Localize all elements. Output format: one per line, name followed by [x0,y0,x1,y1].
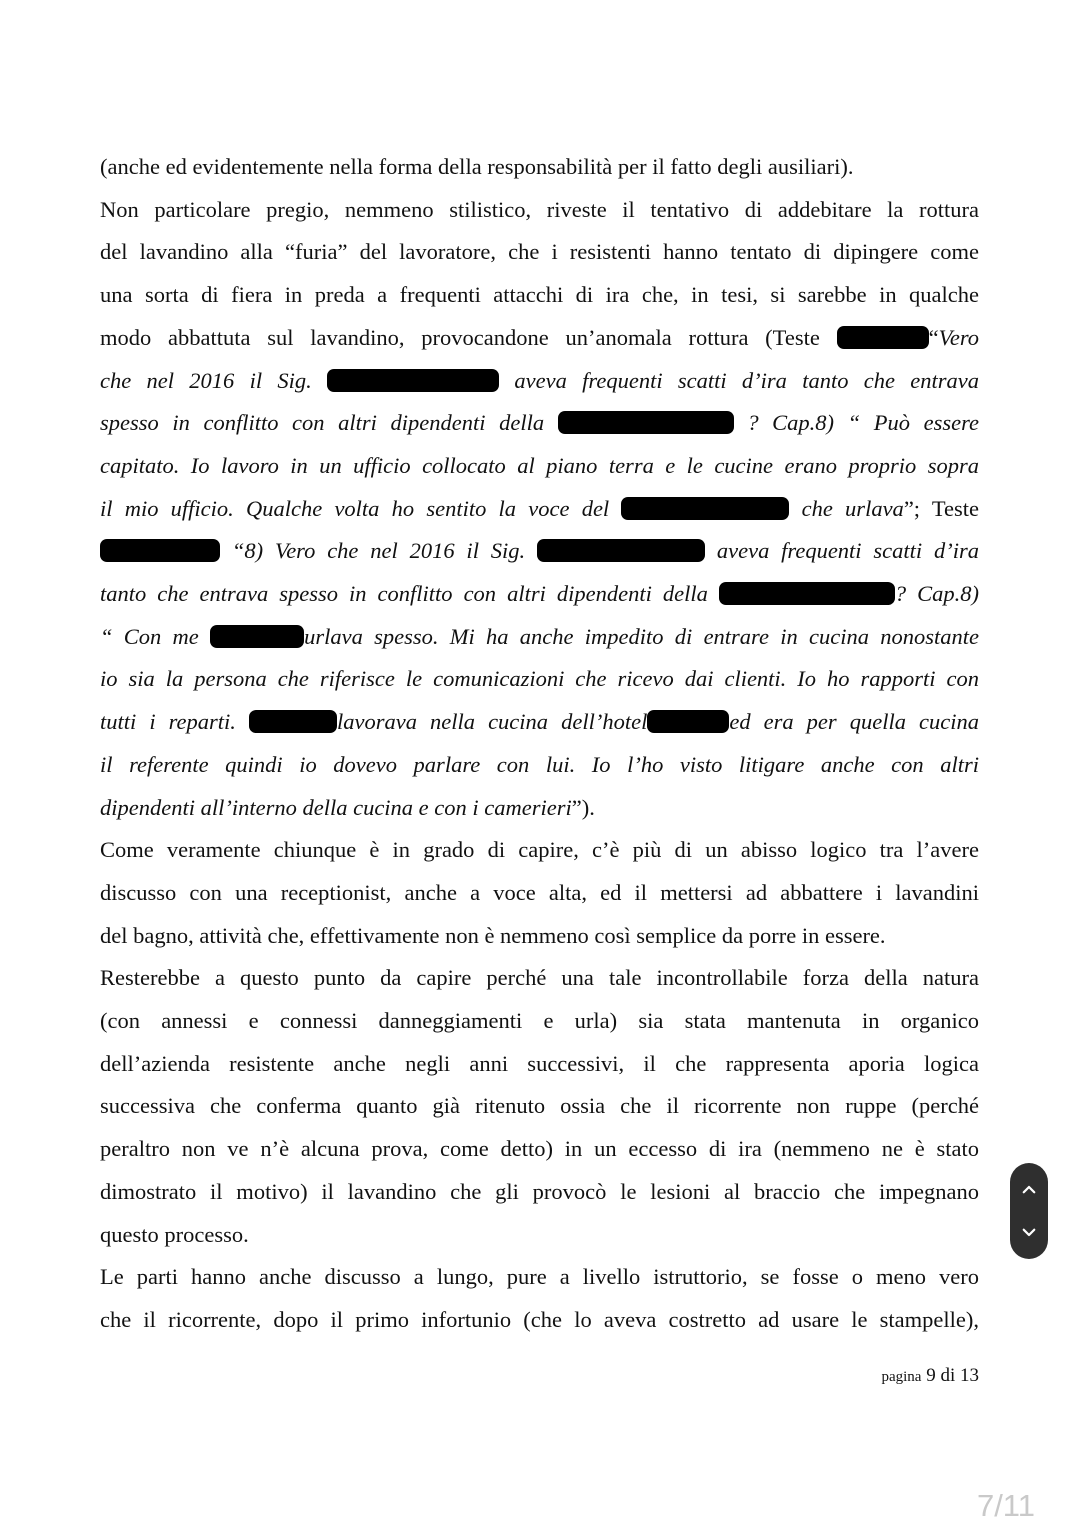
quote-open: “ [928,324,939,350]
quote-text: il referente quindi io dovevo parlare con lui. Io l’ho visto litigare anche con altri [100,751,979,777]
quote-text: aveva frequenti scatti d’ira [716,538,979,564]
text-line [100,744,979,787]
text-line: del lavandino alla “furia” del lavoratore, che i resistenti hanno tentato di dipingere come [100,239,979,265]
quote-text: che nel 2016 il Sig. [100,367,312,393]
redaction-bar [210,625,304,648]
text-line: successiva che conferma quanto già ritenuto ossia che il ricorrente non ruppe (perché [100,1093,979,1119]
page-navigation [1010,1163,1048,1259]
line-text: ”). [571,794,595,820]
text-line [100,317,979,360]
text-line [100,402,979,445]
text-line: questo processo. [100,1221,249,1247]
quote-text: spesso in conflitto con altri dipendenti della [100,410,545,436]
quote-text: ? Cap.8) [747,410,835,436]
text-line [100,787,979,830]
text-line [100,701,979,744]
quote-text: dipendenti all’interno della cucina e con i camerieri [100,794,572,820]
quote-text: urlava spesso. Mi ha anche impedito di entrare in cucina nonostante [304,623,980,649]
text-line [100,488,979,531]
text-line: Come veramente chiunque è in grado di capire, c’è più di un abisso logico tra l’avere [100,837,979,863]
text-line [100,616,979,659]
text-line: (con annessi e connessi danneggiamenti e urla) sia stata mantenuta in organico [100,1008,979,1034]
quote-text: aveva frequenti scatti d’ira tanto che entrava [514,367,980,393]
text-line: del bagno, attività che, effettivamente non è nemmeno così semplice da porre in essere. [100,922,886,948]
text-line: Le parti hanno anche discusso a lungo, pure a livello istruttorio, se fosse o meno vero [100,1264,979,1290]
text-line: dimostrato il motivo) il lavandino che gli provocò le lesioni al braccio che impegnano [100,1178,979,1204]
quote-text: capitato. Io lavoro in un ufficio collocato al piano terra e le cucine erano proprio sopra [100,452,979,478]
text-line: dell’azienda resistente anche negli anni successivi, il che rappresenta aporia logica [100,1050,979,1076]
text-line: discusso con una receptionist, anche a voce alta, ed il mettersi ad abbattere i lavandini [100,879,979,905]
redaction-bar [249,710,337,733]
redaction-bar [837,326,929,349]
document-body [100,146,979,1342]
text-line: (anche ed evidentemente nella forma della responsabilità per il fatto degli ausiliari). [100,154,854,179]
quote-text: Vero [938,324,979,350]
line-text: ”; Teste [903,495,980,521]
redaction-bar [719,582,895,605]
text-line [100,658,979,701]
text-line [100,445,979,488]
page-number [881,1364,979,1389]
quote-text: lavorava nella cucina dell’hotel [336,709,648,735]
text-line: peraltro non ve n’è alcuna prova, come detto) in un eccesso di ira (nemmeno ne è stato [100,1136,979,1162]
quote-text: “8) Vero che nel 2016 il Sig. [231,538,526,564]
previous-page-button[interactable] [1014,1175,1044,1205]
page-current: 9 [926,1365,936,1386]
image-counter: 7/11 [976,1488,1035,1523]
quote-text: “ Può essere [847,410,980,436]
quote-text: il mio ufficio. Qualche volta ho sentito la voce del [100,495,610,521]
quote-text: tutti i reparti. [100,709,236,735]
redaction-bar [537,539,705,562]
redaction-bar [647,710,729,733]
chevron-up-icon [1020,1181,1038,1199]
text-line: Non particolare pregio, nemmeno stilistico, riveste il tentativo di addebitare la rottura [100,196,979,222]
redaction-bar [621,497,789,520]
quote-text: io sia la persona che riferisce le comunicazioni che ricevo dai clienti. Io ho rapporti con [100,666,979,692]
text-line: che il ricorrente, dopo il primo infortunio (che lo aveva costretto ad usare le stampelle), [100,1306,979,1332]
quote-text: che urlava [801,495,904,521]
text-line: una sorta di fiera in preda a frequenti attacchi di ira che, in tesi, si sarebbe in qualche [100,282,979,308]
text-line [100,360,979,403]
line-text: modo abbattuta sul lavandino, provocandone un’anomala rottura (Teste [100,324,820,350]
text-line [100,573,979,616]
quote-text: ed era per quella cucina [729,709,979,735]
quote-text: ? Cap.8) [894,581,980,607]
page-label: pagina [881,1369,922,1385]
chevron-down-icon [1020,1223,1038,1241]
redaction-bar [327,369,499,392]
quote-text: tanto che entrava spesso in conflitto con altri dipendenti della [100,581,708,607]
quote-text: “ Con me [100,623,199,649]
redaction-bar [558,411,734,434]
text-line: Resterebbe a questo punto da capire perché una tale incontrollabile forza della natura [100,965,979,991]
page-total: 13 [960,1365,979,1386]
text-line [100,530,979,573]
page-of: di [940,1365,956,1386]
next-page-button[interactable] [1014,1217,1044,1247]
redaction-bar [100,539,220,562]
